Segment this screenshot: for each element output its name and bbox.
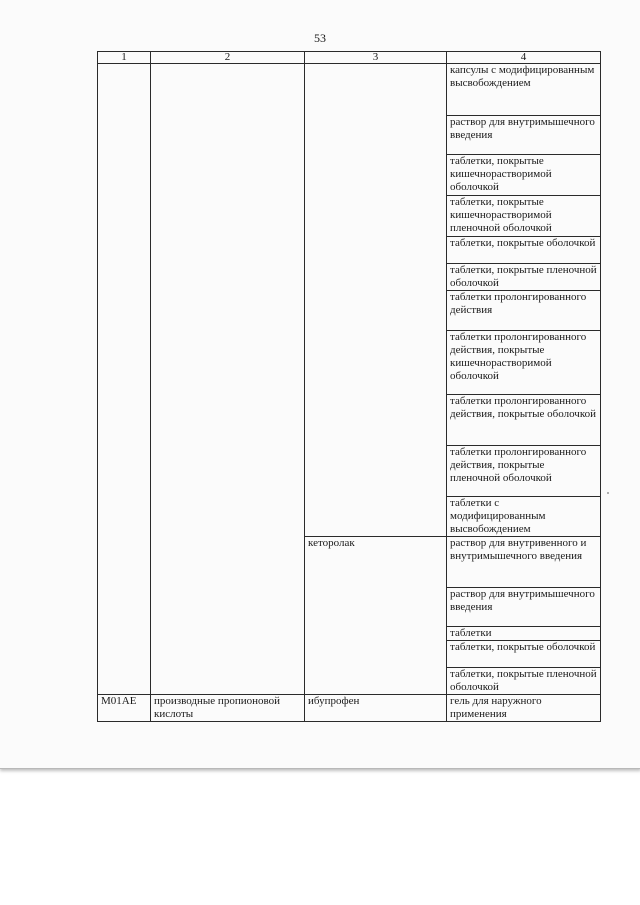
- table-row: [98, 695, 601, 722]
- header-col-4: 4: [447, 52, 601, 64]
- drug-cell: кеторолак: [305, 537, 447, 695]
- form-cell: таблетки пролонгированного действия, покрытые пленочной оболочкой: [447, 446, 601, 497]
- drug-table: [97, 51, 601, 722]
- table-row: [98, 64, 601, 116]
- form-cell: таблетки, покрытые кишечнорастворимой оболочкой: [447, 155, 601, 196]
- form-cell: таблетки с модифицированным высвобождением: [447, 497, 601, 537]
- form-cell: таблетки, покрытые пленочной оболочкой: [447, 264, 601, 291]
- group-cell: производные пропионовой кислоты: [151, 695, 305, 722]
- header-row: [98, 52, 601, 64]
- form-cell: таблетки, покрытые кишечнорастворимой пленочной оболочкой: [447, 196, 601, 237]
- form-cell: таблетки пролонгированного действия: [447, 291, 601, 331]
- form-cell: таблетки, покрытые оболочкой: [447, 641, 601, 668]
- drug-cell: ибупрофен: [305, 695, 447, 722]
- form-cell: гель для наружного применения: [447, 695, 601, 722]
- group-cell: [151, 64, 305, 695]
- form-cell: раствор для внутримышечного введения: [447, 116, 601, 155]
- header-col-2: 2: [151, 52, 305, 64]
- page-number: 53: [314, 31, 326, 45]
- form-cell: таблетки пролонгированного действия, покрытые оболочкой: [447, 395, 601, 446]
- code-cell: [98, 64, 151, 695]
- form-cell: таблетки: [447, 627, 601, 641]
- form-cell: таблетки пролонгированного действия, покрытые кишечнорастворимой оболочкой: [447, 331, 601, 395]
- header-col-1: 1: [98, 52, 151, 64]
- form-cell: таблетки, покрытые оболочкой: [447, 237, 601, 264]
- form-cell: раствор для внутривенного и внутримышечного введения: [447, 537, 601, 588]
- drug-cell: [305, 64, 447, 537]
- form-cell: раствор для внутримышечного введения: [447, 588, 601, 627]
- form-cell: таблетки, покрытые пленочной оболочкой: [447, 668, 601, 695]
- header-col-3: 3: [305, 52, 447, 64]
- scan-speck: [607, 492, 609, 494]
- code-cell: M01AE: [98, 695, 151, 722]
- form-cell: капсулы с модифицированным высвобождением: [447, 64, 601, 116]
